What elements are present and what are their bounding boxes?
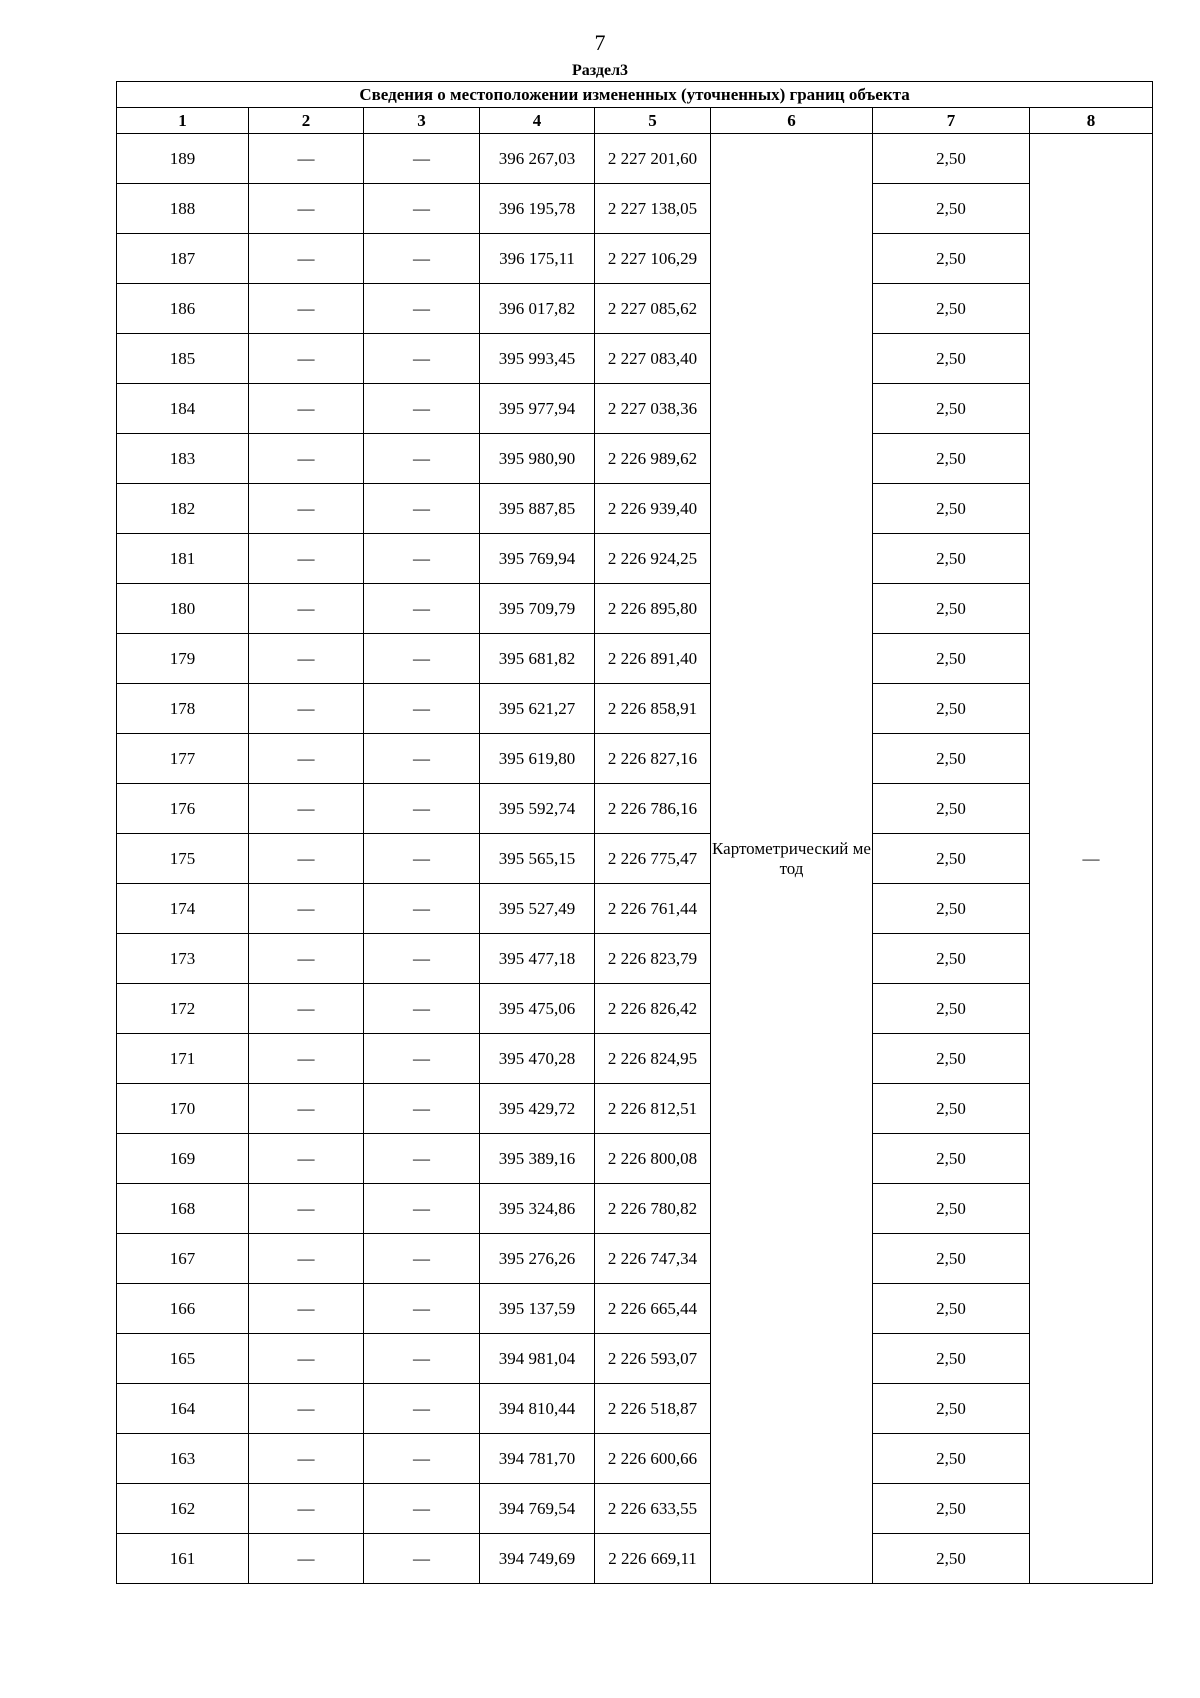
- accuracy-value: 2,50: [873, 834, 1030, 884]
- new-x-coordinate: 395 619,80: [480, 734, 595, 784]
- accuracy-value: 2,50: [873, 434, 1030, 484]
- point-number: 189: [117, 134, 249, 184]
- old-y-value: —: [364, 234, 480, 284]
- new-x-coordinate: 395 977,94: [480, 384, 595, 434]
- new-y-coordinate: 2 226 761,44: [595, 884, 711, 934]
- old-y-value: —: [364, 384, 480, 434]
- new-y-coordinate: 2 226 858,91: [595, 684, 711, 734]
- old-y-value: —: [364, 1184, 480, 1234]
- accuracy-value: 2,50: [873, 1534, 1030, 1584]
- boundary-coordinates-table: [116, 81, 1153, 1584]
- old-x-value: —: [249, 734, 364, 784]
- new-y-coordinate: 2 226 780,82: [595, 1184, 711, 1234]
- old-x-value: —: [249, 984, 364, 1034]
- table-row: [117, 934, 1153, 984]
- point-number: 180: [117, 584, 249, 634]
- point-number: 163: [117, 1434, 249, 1484]
- old-y-value: —: [364, 1534, 480, 1584]
- old-x-value: —: [249, 934, 364, 984]
- new-x-coordinate: 395 993,45: [480, 334, 595, 384]
- point-number: 176: [117, 784, 249, 834]
- point-number: 164: [117, 1384, 249, 1434]
- table-row: [117, 1234, 1153, 1284]
- point-number: 187: [117, 234, 249, 284]
- accuracy-value: 2,50: [873, 1334, 1030, 1384]
- accuracy-value: 2,50: [873, 634, 1030, 684]
- accuracy-value: 2,50: [873, 1184, 1030, 1234]
- point-description: —: [1030, 134, 1153, 1584]
- new-x-coordinate: 395 887,85: [480, 484, 595, 534]
- new-y-coordinate: 2 227 201,60: [595, 134, 711, 184]
- point-number: 177: [117, 734, 249, 784]
- old-x-value: —: [249, 884, 364, 934]
- point-number: 161: [117, 1534, 249, 1584]
- old-x-value: —: [249, 684, 364, 734]
- new-y-coordinate: 2 226 775,47: [595, 834, 711, 884]
- point-number: 168: [117, 1184, 249, 1234]
- old-x-value: —: [249, 1034, 364, 1084]
- old-x-value: —: [249, 534, 364, 584]
- accuracy-value: 2,50: [873, 484, 1030, 534]
- table-row: [117, 534, 1153, 584]
- column-number-8: 8: [1030, 108, 1153, 134]
- table-row: [117, 634, 1153, 684]
- column-number-6: 6: [711, 108, 873, 134]
- old-y-value: —: [364, 1384, 480, 1434]
- column-number-7: 7: [873, 108, 1030, 134]
- old-y-value: —: [364, 134, 480, 184]
- old-x-value: —: [249, 784, 364, 834]
- new-x-coordinate: 395 681,82: [480, 634, 595, 684]
- old-y-value: —: [364, 884, 480, 934]
- point-number: 181: [117, 534, 249, 584]
- table-row: [117, 684, 1153, 734]
- old-x-value: —: [249, 484, 364, 534]
- column-number-5: 5: [595, 108, 711, 134]
- accuracy-value: 2,50: [873, 734, 1030, 784]
- old-x-value: —: [249, 1484, 364, 1534]
- old-y-value: —: [364, 484, 480, 534]
- old-x-value: —: [249, 234, 364, 284]
- old-x-value: —: [249, 334, 364, 384]
- new-x-coordinate: 395 769,94: [480, 534, 595, 584]
- accuracy-value: 2,50: [873, 384, 1030, 434]
- new-x-coordinate: 395 980,90: [480, 434, 595, 484]
- accuracy-value: 2,50: [873, 284, 1030, 334]
- table-row: [117, 1484, 1153, 1534]
- old-x-value: —: [249, 1384, 364, 1434]
- column-number-1: 1: [117, 108, 249, 134]
- column-number-row: [117, 108, 1153, 134]
- old-y-value: —: [364, 434, 480, 484]
- new-y-coordinate: 2 226 593,07: [595, 1334, 711, 1384]
- accuracy-value: 2,50: [873, 884, 1030, 934]
- table-row: [117, 184, 1153, 234]
- new-x-coordinate: 396 195,78: [480, 184, 595, 234]
- point-number: 175: [117, 834, 249, 884]
- table-row: [117, 484, 1153, 534]
- old-y-value: —: [364, 834, 480, 884]
- accuracy-value: 2,50: [873, 1234, 1030, 1284]
- old-x-value: —: [249, 384, 364, 434]
- old-x-value: —: [249, 1234, 364, 1284]
- accuracy-value: 2,50: [873, 934, 1030, 984]
- accuracy-value: 2,50: [873, 234, 1030, 284]
- table-body: [117, 134, 1153, 1584]
- table-caption: Сведения о местоположении измененных (уточненных) границ объекта: [117, 82, 1153, 108]
- determination-method: Картометрический метод: [711, 134, 873, 1584]
- old-x-value: —: [249, 1334, 364, 1384]
- new-x-coordinate: 395 429,72: [480, 1084, 595, 1134]
- table-row: [117, 1034, 1153, 1084]
- point-number: 182: [117, 484, 249, 534]
- new-y-coordinate: 2 226 823,79: [595, 934, 711, 984]
- accuracy-value: 2,50: [873, 334, 1030, 384]
- point-number: 188: [117, 184, 249, 234]
- new-x-coordinate: 394 769,54: [480, 1484, 595, 1534]
- new-y-coordinate: 2 226 665,44: [595, 1284, 711, 1334]
- new-y-coordinate: 2 226 895,80: [595, 584, 711, 634]
- column-number-3: 3: [364, 108, 480, 134]
- new-x-coordinate: 394 981,04: [480, 1334, 595, 1384]
- old-y-value: —: [364, 1334, 480, 1384]
- old-y-value: —: [364, 984, 480, 1034]
- column-number-4: 4: [480, 108, 595, 134]
- old-x-value: —: [249, 1184, 364, 1234]
- new-y-coordinate: 2 226 827,16: [595, 734, 711, 784]
- point-number: 183: [117, 434, 249, 484]
- table-row: [117, 734, 1153, 784]
- old-y-value: —: [364, 284, 480, 334]
- table-row: [117, 134, 1153, 184]
- point-number: 162: [117, 1484, 249, 1534]
- point-number: 179: [117, 634, 249, 684]
- old-y-value: —: [364, 1284, 480, 1334]
- accuracy-value: 2,50: [873, 1484, 1030, 1534]
- table-row: [117, 1434, 1153, 1484]
- old-y-value: —: [364, 1484, 480, 1534]
- old-x-value: —: [249, 184, 364, 234]
- point-number: 165: [117, 1334, 249, 1384]
- section-title: Раздел3: [571, 62, 629, 79]
- accuracy-value: 2,50: [873, 1284, 1030, 1334]
- table-row: [117, 384, 1153, 434]
- old-x-value: —: [249, 434, 364, 484]
- new-x-coordinate: 395 475,06: [480, 984, 595, 1034]
- accuracy-value: 2,50: [873, 134, 1030, 184]
- old-x-value: —: [249, 584, 364, 634]
- table-row: [117, 1284, 1153, 1334]
- accuracy-value: 2,50: [873, 684, 1030, 734]
- new-y-coordinate: 2 227 038,36: [595, 384, 711, 434]
- old-y-value: —: [364, 534, 480, 584]
- accuracy-value: 2,50: [873, 1434, 1030, 1484]
- table-row: [117, 884, 1153, 934]
- new-x-coordinate: 395 565,15: [480, 834, 595, 884]
- new-y-coordinate: 2 227 106,29: [595, 234, 711, 284]
- new-x-coordinate: 395 621,27: [480, 684, 595, 734]
- new-x-coordinate: 394 781,70: [480, 1434, 595, 1484]
- new-x-coordinate: 395 324,86: [480, 1184, 595, 1234]
- point-number: 170: [117, 1084, 249, 1134]
- point-number: 166: [117, 1284, 249, 1334]
- accuracy-value: 2,50: [873, 1384, 1030, 1434]
- table-row: [117, 1134, 1153, 1184]
- new-x-coordinate: 395 592,74: [480, 784, 595, 834]
- new-y-coordinate: 2 226 826,42: [595, 984, 711, 1034]
- old-y-value: —: [364, 1434, 480, 1484]
- new-x-coordinate: 394 810,44: [480, 1384, 595, 1434]
- column-number-2: 2: [249, 108, 364, 134]
- point-number: 178: [117, 684, 249, 734]
- old-y-value: —: [364, 634, 480, 684]
- new-y-coordinate: 2 226 891,40: [595, 634, 711, 684]
- page-number: 7: [594, 30, 606, 55]
- point-number: 174: [117, 884, 249, 934]
- table-row: [117, 984, 1153, 1034]
- new-y-coordinate: 2 227 083,40: [595, 334, 711, 384]
- old-y-value: —: [364, 684, 480, 734]
- old-y-value: —: [364, 1234, 480, 1284]
- old-x-value: —: [249, 634, 364, 684]
- new-y-coordinate: 2 226 812,51: [595, 1084, 711, 1134]
- accuracy-value: 2,50: [873, 1134, 1030, 1184]
- table-row: [117, 434, 1153, 484]
- new-x-coordinate: 395 276,26: [480, 1234, 595, 1284]
- new-y-coordinate: 2 226 600,66: [595, 1434, 711, 1484]
- new-y-coordinate: 2 226 939,40: [595, 484, 711, 534]
- accuracy-value: 2,50: [873, 584, 1030, 634]
- point-number: 172: [117, 984, 249, 1034]
- point-number: 169: [117, 1134, 249, 1184]
- new-x-coordinate: 395 477,18: [480, 934, 595, 984]
- old-x-value: —: [249, 284, 364, 334]
- new-y-coordinate: 2 226 786,16: [595, 784, 711, 834]
- new-y-coordinate: 2 227 085,62: [595, 284, 711, 334]
- new-x-coordinate: 395 470,28: [480, 1034, 595, 1084]
- old-x-value: —: [249, 834, 364, 884]
- old-x-value: —: [249, 1284, 364, 1334]
- old-y-value: —: [364, 334, 480, 384]
- new-y-coordinate: 2 227 138,05: [595, 184, 711, 234]
- table-row: [117, 234, 1153, 284]
- old-y-value: —: [364, 734, 480, 784]
- old-y-value: —: [364, 1134, 480, 1184]
- accuracy-value: 2,50: [873, 984, 1030, 1034]
- accuracy-value: 2,50: [873, 534, 1030, 584]
- new-y-coordinate: 2 226 924,25: [595, 534, 711, 584]
- table-row: [117, 1534, 1153, 1584]
- point-number: 171: [117, 1034, 249, 1084]
- new-x-coordinate: 395 137,59: [480, 1284, 595, 1334]
- new-y-coordinate: 2 226 800,08: [595, 1134, 711, 1184]
- point-number: 184: [117, 384, 249, 434]
- table-row: [117, 1084, 1153, 1134]
- old-x-value: —: [249, 134, 364, 184]
- new-x-coordinate: 395 389,16: [480, 1134, 595, 1184]
- new-y-coordinate: 2 226 518,87: [595, 1384, 711, 1434]
- new-x-coordinate: 395 527,49: [480, 884, 595, 934]
- point-number: 185: [117, 334, 249, 384]
- table-row: [117, 284, 1153, 334]
- old-y-value: —: [364, 934, 480, 984]
- old-x-value: —: [249, 1084, 364, 1134]
- new-x-coordinate: 396 017,82: [480, 284, 595, 334]
- accuracy-value: 2,50: [873, 184, 1030, 234]
- accuracy-value: 2,50: [873, 1084, 1030, 1134]
- old-y-value: —: [364, 784, 480, 834]
- table-row: [117, 584, 1153, 634]
- old-y-value: —: [364, 1034, 480, 1084]
- table-row: [117, 834, 1153, 884]
- table-row: [117, 1334, 1153, 1384]
- new-y-coordinate: 2 226 633,55: [595, 1484, 711, 1534]
- table-row: [117, 1184, 1153, 1234]
- old-x-value: —: [249, 1134, 364, 1184]
- new-y-coordinate: 2 226 669,11: [595, 1534, 711, 1584]
- table-row: [117, 1384, 1153, 1434]
- new-y-coordinate: 2 226 989,62: [595, 434, 711, 484]
- new-y-coordinate: 2 226 824,95: [595, 1034, 711, 1084]
- new-y-coordinate: 2 226 747,34: [595, 1234, 711, 1284]
- accuracy-value: 2,50: [873, 1034, 1030, 1084]
- new-x-coordinate: 396 267,03: [480, 134, 595, 184]
- point-number: 186: [117, 284, 249, 334]
- point-number: 173: [117, 934, 249, 984]
- accuracy-value: 2,50: [873, 784, 1030, 834]
- old-y-value: —: [364, 184, 480, 234]
- new-x-coordinate: 395 709,79: [480, 584, 595, 634]
- old-y-value: —: [364, 584, 480, 634]
- old-x-value: —: [249, 1534, 364, 1584]
- table-row: [117, 784, 1153, 834]
- old-x-value: —: [249, 1434, 364, 1484]
- new-x-coordinate: 394 749,69: [480, 1534, 595, 1584]
- old-y-value: —: [364, 1084, 480, 1134]
- table-row: [117, 334, 1153, 384]
- new-x-coordinate: 396 175,11: [480, 234, 595, 284]
- point-number: 167: [117, 1234, 249, 1284]
